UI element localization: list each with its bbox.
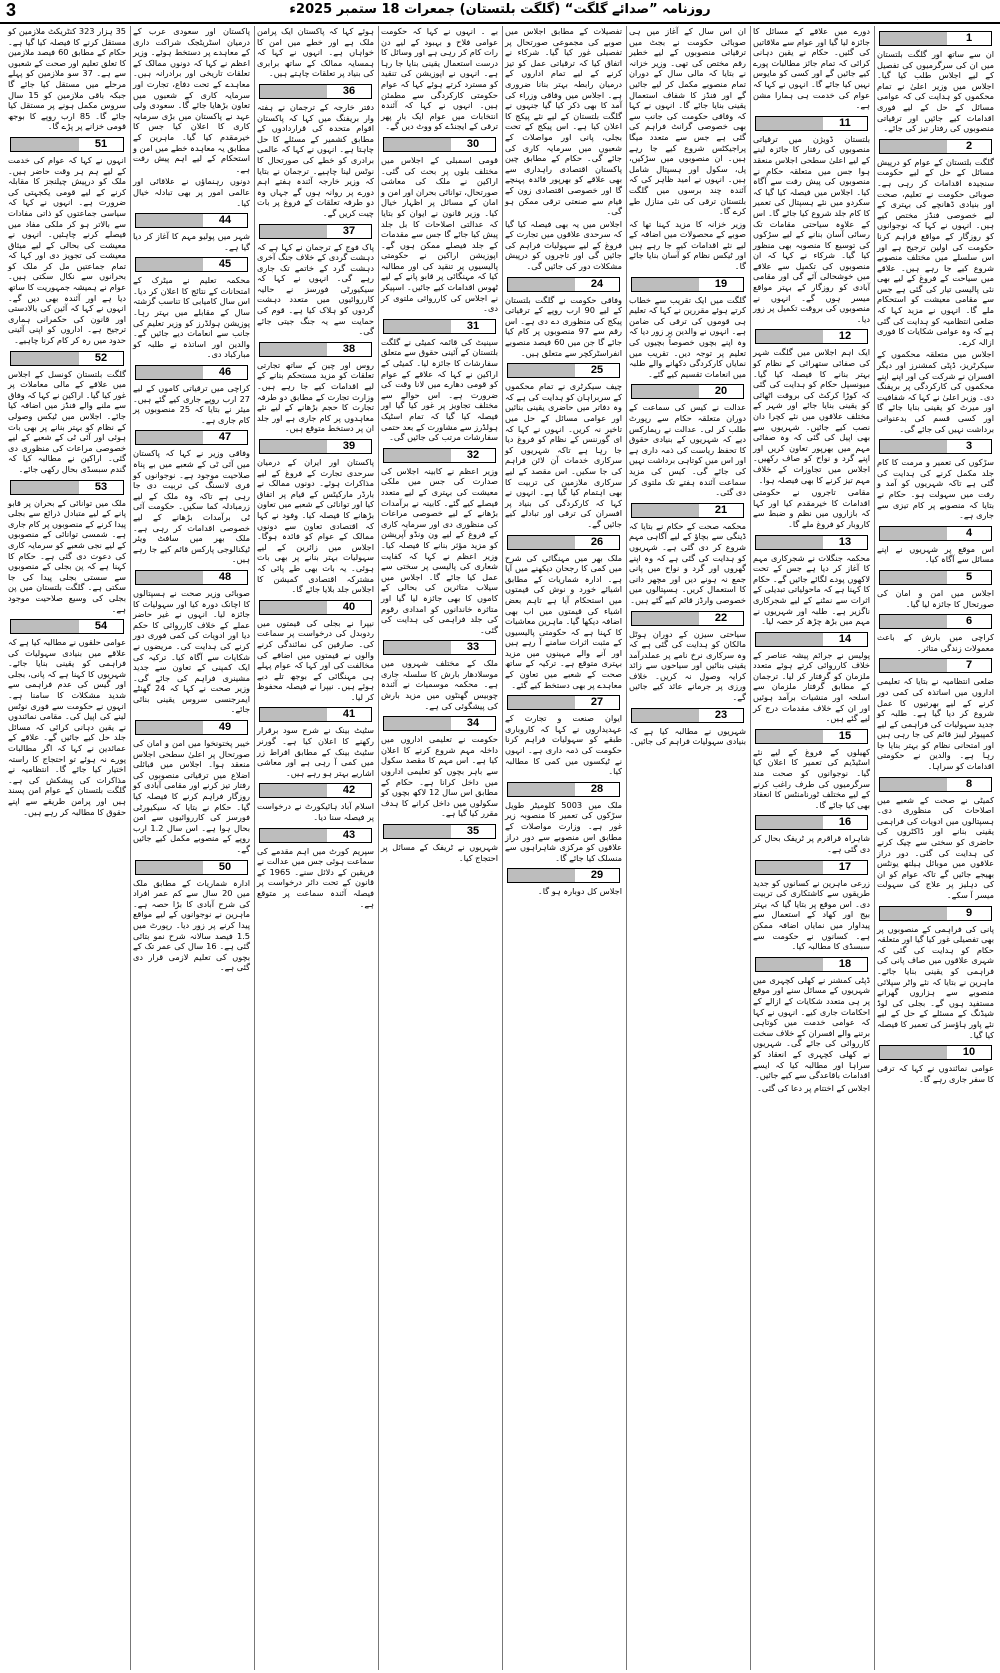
news-paragraph: کراچی میں ترقیاتی کاموں کے لیے 27 ارب روپے جاری کیے گئے ہیں۔ میئر نے بتایا کہ 25 منصوبوں پر کام جاری ہے۔	[133, 383, 250, 425]
news-paragraph: زرعی ماہرین نے کسانوں کو جدید طریقوں سے کاشتکاری کی تربیت دی۔ اس موقع پر بتایا گیا کہ بہتر بیج اور کھاد کے استعمال سے پیداوار میں نمایاں اضافہ ممکن ہے۔ کسانوں نے حکومت سے سبسڈی کا مطالبہ کیا۔	[753, 877, 870, 952]
story-number-box	[383, 137, 496, 152]
story-number-box	[383, 448, 496, 463]
news-paragraph: عوامی حلقوں نے مطالبہ کیا ہے کہ علاقے میں بنیادی سہولیات کی فراہمی کو یقینی بنایا جائے۔ شہریوں کا کہنا ہے کہ پانی، بجلی اور گیس کی عدم فراہمی سے شدید مشکلات کا سامنا ہے۔ انہوں نے حکومت سے فوری نوٹس لینے کی اپیل کی۔ مقامی نمائندوں نے یقین دہانی کرائی کہ مسائل جلد حل کیے جائیں گے۔ علاقے کے عمائدین نے کہا کہ اگر مطالبات پورے نہ ہوئے تو احتجاج کا راستہ اختیار کیا جائے گا۔ انتظامیہ نے مذاکرات کی پیشکش کی ہے۔ گلگت بلتستان کے عوام امن پسند ہیں اور پرامن طریقے سے اپنے حقوق کا مطالبہ کر رہے ہیں۔	[8, 637, 126, 817]
story-number: 8	[947, 778, 991, 791]
story-number-box	[10, 351, 124, 366]
news-paragraph: عوامی نمائندوں نے کہا کہ ترقی کا سفر جاری رہے گا۔	[877, 1063, 994, 1084]
story-number-bar	[260, 829, 327, 842]
news-paragraph: تفصیلات کے مطابق اجلاس میں صوبے کی مجموعی صورتحال پر تفصیلی غور کیا گیا۔ شرکاء نے اتفاق کیا کہ ترقیاتی عمل کو تیز کرنے کے لیے تمام اداروں کے درمیان رابطہ بہتر بنانا ضروری ہے۔ اجلاس میں وفاقی وزراء کی آمد کا بھی ذکر کیا گیا جنہوں نے گلگت بلتستان کے لیے نئے پیکج کا اعلان کیا ہے۔ اس پیکج کے تحت بجلی، پانی اور مواصلات کے شعبوں میں سرمایہ کاری کی جائے گی۔ حکام کے مطابق چین پاکستان اقتصادی راہداری سے بھی علاقے کو بھرپور فائدہ پہنچے گا اور خصوصی اقتصادی زون کے قیام سے صنعتی ترقی ممکن ہو گی۔	[505, 26, 622, 217]
news-paragraph: ان اس سال کے آغاز میں ہی صوبائی حکومت نے بجٹ میں ترقیاتی منصوبوں کے لیے خطیر رقم مختص کی تھی۔ وزیر خزانہ نے بتایا کہ مالی سال کے دوران تمام منصوبے مکمل کر لیے جائیں گے اور فنڈز کا شفاف استعمال یقینی بنایا جائے گا۔ انہوں نے کہا کہ وفاقی حکومت کی جانب سے بھی خصوصی گرانٹ فراہم کی گئی ہے جس سے متعدد میگا پراجیکٹس شروع کیے جا رہے ہیں۔ ان منصوبوں میں سڑکیں، پل، سکول اور ہسپتال شامل ہیں۔ انہوں نے امید ظاہر کی کہ آئندہ چند برسوں میں گلگت بلتستان ترقی کی نئی منازل طے کرے گا۔	[629, 26, 746, 217]
story-number-box	[879, 1045, 992, 1060]
story-number: 12	[823, 330, 867, 343]
news-paragraph: روس اور چین کے ساتھ تجارتی تعلقات کو مزید مستحکم بنانے کے لیے اقدامات کیے جا رہے ہیں۔ وزارت تجارت کے مطابق دو طرفہ تجارت کا حجم بڑھانے کے لیے نئے معاہدوں پر کام جاری ہے اور جلد ان پر دستخط متوقع ہیں۔	[257, 359, 374, 434]
story-number-bar	[260, 440, 327, 453]
story-number: 10	[947, 1046, 991, 1059]
news-paragraph: خیبر پختونخوا میں امن و امان کی صورتحال پر اعلیٰ سطحی اجلاس منعقد ہوا۔ اجلاس میں قبائلی اضلاع میں ترقیاتی منصوبوں کی رفتار تیز کرنے اور مقامی آبادی کو روزگار فراہم کرنے کا فیصلہ کیا گیا۔ حکام نے بتایا کہ سیکیورٹی فورسز کی کارروائیوں سے امن بحال ہوا ہے۔ اس سال 1.2 ارب روپے کے منصوبے مکمل کیے جائیں گے۔	[133, 738, 250, 854]
story-number-bar	[880, 778, 947, 791]
story-number-box	[879, 139, 992, 154]
story-number-box	[259, 600, 372, 615]
story-number-box	[259, 224, 372, 239]
story-number-bar	[384, 641, 451, 654]
story-number-bar	[756, 861, 823, 874]
news-paragraph: ملک میں توانائی کے بحران پر قابو پانے کے لیے متبادل ذرائع سے بجلی پیدا کرنے کے منصوبوں پر کام جاری ہے۔ شمسی توانائی کے منصوبوں کے لیے نجی شعبے کو سرمایہ کاری کی دعوت دی گئی ہے۔ حکام کا کہنا ہے کہ پن بجلی کے منصوبوں سے سستی بجلی پیدا کی جا سکتی ہے۔ گلگت بلتستان میں پن بجلی کی وسیع صلاحیت موجود ہے۔	[7, 497, 126, 614]
story-number-bar	[260, 708, 327, 721]
story-number-box	[507, 695, 620, 710]
news-column	[378, 26, 500, 1670]
story-number-bar	[508, 278, 575, 291]
news-paragraph: سینیٹ کی قائمہ کمیٹی نے گلگت بلتستان کے آئینی حقوق سے متعلق سفارشات کا جائزہ لیا۔ کمیٹی کے اراکین نے کہا کہ علاقے کے عوام کو قومی دھارے میں لانا وقت کی ضرورت ہے۔ اس حوالے سے مختلف تجاویز پر غور کیا گیا اور فیصلہ کیا گیا کہ تمام اسٹیک ہولڈرز سے مشاورت کے بعد حتمی سفارشات مرتب کی جائیں گی۔	[381, 336, 498, 443]
news-paragraph: وفاقی وزیر نے کہا کہ پاکستان میں آئی ٹی کے شعبے میں بے پناہ صلاحیت موجود ہے۔ نوجوانوں کو فری لانسنگ کی تربیت دی جا رہی ہے تاکہ وہ ملک کے لیے زرمبادلہ کما سکیں۔ حکومت آئی ٹی برآمدات بڑھانے کے لیے خصوصی اقدامات کر رہی ہے۔ ملک بھر میں سافٹ ویئر ٹیکنالوجی پارکس قائم کیے جا رہے ہیں۔	[133, 448, 250, 565]
story-number-bar	[880, 1046, 947, 1059]
story-number-bar	[260, 225, 327, 238]
news-paragraph: اجلاس کے اختتام پر دعا کی گئی۔	[757, 1082, 870, 1093]
news-paragraph: ایوان صنعت و تجارت کے عہدیداروں نے کہا کہ کاروباری طبقے کو سہولیات فراہم کرنا حکومت کی ذمہ داری ہے۔ انہوں نے ٹیکسوں میں کمی کا مطالبہ کیا۔	[505, 713, 622, 777]
news-paragraph: وفاقی حکومت نے گلگت بلتستان کے لیے 90 ارب روپے کے ترقیاتی پیکج کی منظوری دے دی ہے۔ اس رقم سے 97 منصوبوں پر کام کیا جائے گا جن میں 60 فیصد منصوبے انفراسٹرکچر سے متعلق ہیں۔	[505, 294, 622, 358]
story-number-box	[507, 868, 620, 883]
story-number: 50	[203, 861, 247, 874]
news-paragraph: ایک اہم اجلاس میں گلگت شہر کی صفائی ستھرائی کے نظام کو بہتر بنانے کا فیصلہ کیا گیا۔ میونسپل حکام کو ہدایت کی گئی کہ کوڑا کرکٹ کی بروقت اٹھائی کو یقینی بنایا جائے اور شہر کے مختلف علاقوں میں نئے کچرا دان نصب کیے جائیں۔ شہریوں سے بھی اپیل کی گئی کہ وہ صفائی مہم میں بھرپور تعاون کریں اور اپنے گرد و نواح کو صاف رکھیں۔ اجلاس میں تجاوزات کے خلاف مہم تیز کرنے کا بھی فیصلہ ہوا۔	[753, 347, 870, 485]
story-number: 40	[327, 601, 371, 614]
story-number: 36	[327, 85, 371, 98]
story-number: 9	[947, 907, 991, 920]
story-number-bar	[880, 440, 947, 453]
story-number: 39	[327, 440, 371, 453]
news-paragraph: گلگت بلتستان کے عوام کو درپیش مسائل کے حل کے لیے حکومت سنجیدہ اقدامات کر رہی ہے۔ صوبائی حکومت نے تعلیم، صحت اور بنیادی ڈھانچے کی بہتری کے لیے خصوصی فنڈز مختص کیے ہیں۔ انہوں نے کہا کہ نوجوانوں کو روزگار کے مواقع فراہم کرنا حکومت کی اولین ترجیح ہے اور اس سلسلے میں مختلف منصوبے شروع کیے جا رہے ہیں۔ علاقے میں سیاحت کے فروغ کے لیے بھی نئی پالیسی تیار کی گئی ہے جس سے مقامی معیشت کو استحکام ملے گا۔ انہوں نے مزید کہا کہ ضلعی انتظامیہ کو ہدایت کی گئی ہے کہ وہ عوامی شکایات کا فوری ازالہ کرے۔	[877, 156, 994, 347]
story-number-box	[879, 31, 992, 46]
news-paragraph: اسلام آباد ہائیکورٹ نے درخواست پر فیصلہ سنا دیا۔	[257, 801, 374, 823]
story-number: 7	[947, 659, 991, 672]
story-number-bar	[136, 214, 203, 227]
story-number: 42	[327, 784, 371, 797]
story-number: 19	[699, 278, 743, 291]
story-number-box	[631, 384, 744, 399]
story-number: 21	[699, 504, 743, 517]
story-number-box	[755, 329, 868, 344]
story-number-bar	[508, 783, 575, 796]
story-number-box	[135, 365, 248, 380]
story-number-bar	[756, 330, 823, 343]
story-number-box	[755, 860, 868, 875]
story-number-box	[135, 860, 248, 875]
news-paragraph: صوبائی وزیر صحت نے ہسپتالوں کا اچانک دورہ کیا اور سہولیات کا جائزہ لیا۔ انہوں نے غیر حاضر عملے کے خلاف کارروائی کا حکم دیا اور ادویات کی کمی فوری دور کرنے کی ہدایت کی۔ مریضوں نے شکایات سے آگاہ کیا۔ ترکیہ کی ایک کمپنی کے تعاون سے جدید مشینری فراہم کی جائے گی۔ وزیر صحت نے کہا کہ 24 گھنٹے ایمرجنسی سروس یقینی بنائی جائے۔	[133, 587, 250, 715]
news-paragraph: ضلعی انتظامیہ نے بتایا کہ تعلیمی اداروں میں اساتذہ کی کمی دور کرنے کے لیے بھرتیوں کا عمل شروع کر دیا گیا ہے۔ طلبہ کو جدید سہولیات کی فراہمی کے لیے کمپیوٹر لیبز قائم کی جا رہی ہیں اور امتحانی نظام کو بہتر بنایا جا رہا ہے۔ والدین نے حکومتی اقدامات کو سراہا۔	[877, 676, 994, 772]
story-number-bar	[880, 907, 947, 920]
news-paragraph: سڑکوں کی تعمیر و مرمت کا کام جلد مکمل کرنے کی ہدایت کی گئی ہے تاکہ شہریوں کو آمد و رفت میں سہولت ہو۔ حکام نے بتایا کہ منصوبے پر کام تیزی سے جاری ہے۔	[877, 457, 994, 521]
story-number-box	[383, 824, 496, 839]
story-number: 46	[203, 366, 247, 379]
news-paragraph: کراچی میں بارش کے باعث معمولات زندگی متاثر۔	[877, 632, 994, 653]
story-number-box	[10, 480, 124, 495]
story-number: 30	[451, 138, 495, 151]
news-column	[626, 26, 748, 1670]
story-number: 53	[79, 481, 123, 494]
story-number: 43	[327, 829, 371, 842]
story-number-bar	[384, 717, 451, 730]
news-paragraph: ملک میں 5003 کلومیٹر طویل سڑکوں کی تعمیر کا منصوبہ زیر غور ہے۔ وزارت مواصلات کے مطابق اس منصوبے سے دور دراز علاقوں کو مرکزی شاہراہوں سے منسلک کیا جائے گا۔	[505, 799, 622, 863]
story-number-bar	[384, 825, 451, 838]
story-number-box	[755, 535, 868, 550]
story-number-box	[259, 439, 372, 454]
story-number-box	[507, 782, 620, 797]
story-number: 41	[327, 708, 371, 721]
story-number-bar	[880, 32, 947, 45]
story-number: 23	[699, 709, 743, 722]
news-paragraph: محکمہ صحت کے حکام نے بتایا کہ ڈینگی سے بچاؤ کے لیے آگاہی مہم شروع کر دی گئی ہے۔ شہریوں کو ہدایت کی گئی ہے کہ وہ اپنے گھروں اور گرد و نواح میں پانی جمع نہ ہونے دیں اور مچھر دانی کا استعمال کریں۔ ہسپتالوں میں خصوصی وارڈز قائم کیے گئے ہیں۔	[629, 520, 746, 605]
news-paragraph: وزیر خزانہ کا مزید کہنا تھا کہ صوبے کے محصولات میں اضافہ کے لیے نئے اقدامات کیے جا رہے ہیں اور ٹیکس نظام کو آسان بنایا جائے گا۔	[629, 218, 746, 272]
story-number-bar	[384, 138, 451, 151]
story-number-box	[259, 828, 372, 843]
news-paragraph: وزیر اعظم نے کابینہ اجلاس کی صدارت کی جس میں ملکی معیشت کی بہتری کے لیے متعدد فیصلے کیے گئے۔ کابینہ نے برآمدات بڑھانے کے لیے خصوصی مراعات کی منظوری دی اور سرمایہ کاری کے فروغ کے لیے ون ونڈو آپریشن کو مزید مؤثر بنانے کا فیصلہ کیا۔ وزیر اعظم نے کہا کہ کفایت شعاری کی پالیسی پر سختی سے عمل کیا جائے گا۔ اجلاس میں سیلاب متاثرین کی بحالی کے کاموں کا بھی جائزہ لیا گیا اور متاثرہ خاندانوں کو امدادی رقوم کی جلد فراہمی کی ہدایت کی گئی۔	[381, 465, 498, 635]
news-paragraph: شاہراہ قراقرم پر ٹریفک بحال کر دی گئی ہے۔	[753, 833, 870, 854]
news-paragraph: دونوں رہنماؤں نے علاقائی اور عالمی امور پر بھی تبادلہ خیال کیا۔	[133, 176, 250, 208]
story-number: 29	[575, 869, 619, 882]
news-paragraph: شہریوں نے ٹریفک کے مسائل پر احتجاج کیا۔	[381, 842, 498, 863]
masthead-title: روزنامہ ”صدائے گلگت“ (گلگت بلتستان) جمعرات 18 ستمبر 2025ء	[289, 2, 711, 17]
story-number-bar	[384, 320, 451, 333]
news-paragraph: عدالت نے کیس کی سماعت کے دوران متعلقہ حکام سے رپورٹ طلب کر لی۔ عدالت نے ریمارکس دیے کہ شہریوں کے بنیادی حقوق کا تحفظ ریاست کی ذمہ داری ہے اور اس میں کوتاہی برداشت نہیں کی جائے گی۔ کیس کی مزید سماعت آئندہ ہفتے تک ملتوی کر دی گئی۔	[629, 402, 746, 498]
story-number: 3	[947, 440, 991, 453]
story-number: 18	[823, 958, 867, 971]
news-paragraph: انہوں نے کہا کہ عوام کی خدمت کے لیے ہم ہر وقت حاضر ہیں۔ ملک کو درپیش چیلنجز کا مقابلہ کرنے کے لیے قومی یکجہتی کی ضرورت ہے۔ انہوں نے کہا کہ سیاسی جماعتوں کو ذاتی مفادات سے بالاتر ہو کر ملکی مفاد میں فیصلے کرنے چاہئیں۔ انہوں نے معیشت کی بحالی کے لیے میثاق معیشت کی تجویز دی اور کہا کہ تمام جماعتیں مل کر ملک کو بحرانوں سے نکال سکتی ہیں۔ عوام نے ہمیشہ جمہوریت کا ساتھ دیا ہے اور آئندہ بھی دیں گے۔ انہوں نے کہا کہ آئین کی بالادستی اور قانون کی حکمرانی ہماری ترجیح ہے۔ اداروں کو اپنی آئینی حدود میں رہ کر کام کرنا چاہیے۔	[8, 154, 126, 346]
story-number-bar	[508, 364, 575, 377]
story-number-bar	[880, 659, 947, 672]
story-number-box	[135, 720, 248, 735]
news-column	[6, 26, 128, 1670]
news-paragraph: سیاحتی سیزن کے دوران ہوٹل مالکان کو ہدایت کی گئی ہے کہ وہ سرکاری نرخ نامے پر عملدرآمد یقینی بنائیں اور سیاحوں سے زائد کرایہ وصول نہ کریں۔ خلاف ورزی پر جرمانے عائد کیے جائیں گے۔	[629, 628, 746, 703]
story-number-box	[879, 526, 992, 541]
news-paragraph: گلگت بلتستان کونسل کے اجلاس میں علاقے کے مالی معاملات پر غور کیا گیا۔ اراکین نے کہا کہ وفاق سے ملنے والے فنڈز میں اضافہ کیا جائے۔ اجلاس میں ٹیکس وصولی کے نظام کو بہتر بنانے پر بھی بات ہوئی اور آئی ٹی کے شعبے کے لیے خصوصی مراعات کی منظوری دی گئی۔ اراکین نے مطالبہ کیا کہ گندم سبسڈی بحال رکھی جائے۔	[8, 368, 126, 474]
story-number: 20	[699, 385, 743, 398]
story-number: 14	[823, 633, 867, 646]
story-number: 45	[203, 258, 247, 271]
news-paragraph: اس موقع پر شہریوں نے اپنے مسائل سے آگاہ کیا۔	[877, 543, 994, 565]
story-number-box	[879, 439, 992, 454]
news-paragraph: ڈپٹی کمشنر نے کھلی کچہری میں شہریوں کے مسائل سنے اور موقع پر ہی متعدد شکایات کے ازالے کے احکامات جاری کیے۔ انہوں نے کہا کہ عوامی خدمت میں کوتاہی برتنے والے افسران کے خلاف سخت کارروائی کی جائے گی۔ شہریوں نے کھلی کچہری کے انعقاد کو سراہا اور مطالبہ کیا کہ ایسے اقدامات باقاعدگی سے کیے جائیں۔	[753, 974, 870, 1081]
story-number-box	[879, 906, 992, 921]
story-number: 15	[823, 730, 867, 743]
story-number-box	[631, 708, 744, 723]
news-paragraph: پانی کی فراہمی کے منصوبوں پر بھی تفصیلی غور کیا گیا اور متعلقہ حکام کو ہدایت کی گئی کہ شہری علاقوں میں صاف پانی کی فراہمی کو یقینی بنایا جائے۔ ماہرین نے بتایا کہ نئے واٹر سپلائی منصوبے سے ہزاروں گھرانے مستفید ہوں گے۔ بجلی کی لوڈ شیڈنگ کے مسئلے کے حل کے لیے نئے پاور ہاؤسز کی تعمیر کا فیصلہ کیا گیا۔	[877, 923, 994, 1040]
story-number: 16	[823, 816, 867, 829]
story-number-box	[631, 277, 744, 292]
story-number: 4	[947, 527, 991, 540]
story-number-bar	[880, 140, 947, 153]
news-paragraph: ان سے ساتھ اور گلگت بلتستان میں ان کی سرگرمیوں کی تفصیل کے لیے اجلاس طلب کیا گیا۔ اجلاس میں وزیر اعلیٰ نے تمام محکموں کو ہدایت کی کہ عوامی مسائل کے حل کے لیے فوری اقدامات کیے جائیں اور ترقیاتی منصوبوں کی رفتار تیز کی جائے۔	[877, 49, 994, 134]
story-number-box	[507, 363, 620, 378]
story-number-box	[507, 535, 620, 550]
news-paragraph: پاک فوج کے ترجمان نے کہا ہے کہ دہشت گردی کے خلاف جنگ آخری دہشت گرد کے خاتمے تک جاری رہے گی۔ انہوں نے کہا کہ سیکیورٹی فورسز نے حالیہ کارروائیوں میں متعدد دہشت گردوں کو ہلاک کیا ہے۔ قوم کی حمایت سے یہ جنگ جیتی جائے گی۔	[257, 241, 374, 337]
news-column	[130, 26, 252, 1670]
story-number-box	[259, 84, 372, 99]
story-number-box	[383, 640, 496, 655]
story-number: 13	[823, 536, 867, 549]
news-paragraph: محکمہ تعلیم نے میٹرک کے امتحانات کے نتائج کا اعلان کر دیا۔ اس سال کامیابی کا تناسب گزشتہ سال کے مقابلے میں بہتر رہا۔ پوزیشن ہولڈرز کو وزیر تعلیم کی جانب سے انعامات دیے جائیں گے۔ والدین اور اساتذہ نے طلبہ کو مبارکباد دی۔	[133, 275, 250, 360]
story-number-box	[879, 658, 992, 673]
news-column	[750, 26, 872, 1670]
story-number-box	[259, 783, 372, 798]
story-number-box	[755, 729, 868, 744]
page-header	[0, 0, 1000, 24]
story-number-bar	[260, 343, 327, 356]
news-paragraph: ادارہ شماریات کے مطابق ملک میں 20 سال سے کم عمر افراد کی شرح آبادی کا بڑا حصہ ہے۔ ماہرین نے نوجوانوں کے لیے مواقع پیدا کرنے پر زور دیا۔ رپورٹ میں 1.5 فیصد سالانہ شرح نمو بتائی گئی ہے۔ 16 سال کی عمر تک کے بچوں کی تعلیم لازمی قرار دی گئی ہے۔	[133, 877, 250, 973]
news-paragraph: پاکستان اور ایران کے درمیان سرحدی تجارت کے فروغ کے لیے مذاکرات ہوئے۔ دونوں ممالک نے بارڈر مارکیٹس کے قیام پر اتفاق کیا اور توانائی کے شعبے میں تعاون بڑھانے کا فیصلہ کیا۔ وفود نے کہا کہ اقتصادی تعاون سے دونوں ممالک کے عوام کو فائدہ ہوگا۔ اجلاس میں زائرین کے لیے سہولیات بہتر بنانے پر بھی بات ہوئی۔ یہ بات بھی طے پائی کہ مشترکہ اقتصادی کمیشن کا اجلاس جلد بلایا جائے گا۔	[257, 457, 374, 595]
story-number-bar	[260, 784, 327, 797]
story-number: 51	[79, 138, 123, 151]
news-paragraph: شہر میں پولیو مہم کا آغاز کر دیا گیا ہے۔	[133, 231, 250, 252]
story-number-box	[135, 570, 248, 585]
story-number: 47	[203, 431, 247, 444]
story-number: 52	[79, 352, 123, 365]
story-number-bar	[260, 85, 327, 98]
story-number-box	[259, 707, 372, 722]
story-number-bar	[508, 536, 575, 549]
story-number-bar	[260, 601, 327, 614]
news-paragraph: حکومت نے تعلیمی اداروں میں داخلہ مہم شروع کرنے کا اعلان کیا ہے۔ اس مہم کا مقصد سکول سے باہر بچوں کو تعلیمی اداروں میں داخل کرانا ہے۔ حکام کے مطابق اس سال 12 لاکھ بچوں کو سکولوں میں داخل کرانے کا ہدف مقرر کیا گیا ہے۔	[381, 734, 498, 819]
story-number-bar	[136, 861, 203, 874]
news-column	[254, 26, 376, 1670]
story-number: 26	[575, 536, 619, 549]
story-number-box	[135, 257, 248, 272]
news-paragraph: کمیٹی نے صحت کے شعبے میں اصلاحات کی منظوری دی۔ ہسپتالوں میں ادویات کی فراہمی یقینی بنانے اور ڈاکٹروں کی حاضری کو سختی سے چیک کرنے کی ہدایت کی گئی۔ دور دراز علاقوں میں موبائل ہیلتھ یونٹس بھیجے جائیں گے تاکہ عوام کو ان کی دہلیز پر علاج کی سہولت میسر آ سکے۔	[877, 794, 994, 900]
story-number-bar	[756, 117, 823, 130]
story-number-bar	[508, 696, 575, 709]
news-paragraph: 35 ہزار 323 کنٹریکٹ ملازمین کو مستقل کرنے کا فیصلہ کیا گیا ہے۔ حکام کے مطابق 60 فیصد ملازمین کا تعلق تعلیم اور صحت کے شعبوں سے ہے۔ 37 سو ملازمین کو پہلے مرحلے میں مستقل کیا جائے گا جبکہ باقی ملازمین کو 15 سال سروس مکمل ہونے پر مستقل کیا جائے گا۔ 85 ارب روپے کا بوجھ قومی خزانے پر پڑے گا۔	[8, 26, 127, 132]
news-paragraph: گلگت میں ایک تقریب سے خطاب کرتے ہوئے مقررین نے کہا کہ تعلیم ہی قوموں کی ترقی کی ضامن ہے۔ انہوں نے والدین پر زور دیا کہ وہ اپنے بچوں خصوصاً بچیوں کی تعلیم پر توجہ دیں۔ تقریب میں نمایاں کارکردگی دکھانے والے طلبہ میں انعامات تقسیم کیے گئے۔	[629, 294, 746, 379]
story-number: 48	[203, 571, 247, 584]
story-number-box	[631, 503, 744, 518]
story-number-box	[755, 957, 868, 972]
story-number: 33	[451, 641, 495, 654]
story-number: 54	[79, 620, 123, 633]
story-number-box	[755, 116, 868, 131]
news-paragraph: سٹیٹ بینک نے شرح سود برقرار رکھنے کا اعلان کیا ہے۔ گورنر سٹیٹ بینک کے مطابق افراط زر میں کمی آ رہی ہے اور معاشی اشاریے بہتر ہو رہے ہیں۔	[257, 725, 374, 778]
news-paragraph: ہوئے کہا کہ پاکستان ایک پرامن ملک ہے اور خطے میں امن کا خواہاں ہے۔ انہوں نے کہا کہ ہمسایہ ممالک کے ساتھ برابری کی بنیاد پر تعلقات چاہتے ہیں۔	[257, 26, 374, 79]
story-number-bar	[632, 612, 699, 625]
story-number-bar	[136, 571, 203, 584]
story-number: 22	[699, 612, 743, 625]
news-paragraph: پولیس نے جرائم پیشہ عناصر کے خلاف کارروائی کرتے ہوئے متعدد ملزمان کو گرفتار کر لیا۔ ترجمان کے مطابق گرفتار ملزمان سے اسلحہ اور منشیات برآمد ہوئیں اور ان کے خلاف مقدمات درج کر لیے گئے ہیں۔	[753, 649, 870, 724]
news-paragraph: مقامی تاجروں نے حکومتی اقدامات کا خیرمقدم کیا اور کہا کہ بازاروں میں نظم و ضبط سے کاروبار کو فروغ ملے گا۔	[753, 487, 870, 529]
news-paragraph: دورے میں علاقے کے مسائل کا جائزہ لیا گیا اور عوام سے ملاقاتیں کی گئیں۔ حکام نے یقین دہانی کرائی کہ تمام جائز مطالبات پورے کیے جائیں گے اور کسی کو مایوس نہیں کیا جائے گا۔ انہوں نے کہا کہ عوام کی خدمت ہی ہمارا مشن ہے۔	[753, 26, 870, 111]
story-number-bar	[632, 385, 699, 398]
story-number-box	[135, 430, 248, 445]
news-paragraph: کھیلوں کے فروغ کے لیے نئے اسٹیڈیم کی تعمیر کا اعلان کیا گیا۔ نوجوانوں کو صحت مند سرگرمیوں کی طرف راغب کرنے کے لیے مختلف ٹورنامنٹس کا انعقاد بھی کیا جائے گا۔	[753, 746, 870, 810]
story-number: 32	[451, 449, 495, 462]
story-number-bar	[136, 258, 203, 271]
news-paragraph: قومی اسمبلی کے اجلاس میں مختلف بلوں پر بحث کی گئی۔ اراکین نے ملک کی معاشی صورتحال، توانائی بحران اور امن و امان کے مسائل پر اظہار خیال کیا۔ وزیر قانون نے ایوان کو بتایا کہ عدالتی اصلاحات کا بل جلد پیش کیا جائے گا جس سے مقدمات کے جلد فیصلے ممکن ہوں گے۔ اپوزیشن اراکین نے حکومتی پالیسیوں پر تنقید کی اور مطالبہ کیا کہ مہنگائی پر قابو پانے کے لیے ٹھوس اقدامات کیے جائیں۔ اسپیکر نے اجلاس کی کارروائی ملتوی کر دی۔	[381, 154, 498, 314]
story-number-bar	[136, 431, 203, 444]
page-number: 3	[6, 0, 17, 20]
story-number-box	[879, 777, 992, 792]
story-number-box	[879, 570, 992, 585]
story-number-box	[383, 319, 496, 334]
story-number-bar	[11, 620, 79, 633]
story-number: 34	[451, 717, 495, 730]
story-number-box	[383, 716, 496, 731]
story-number-box	[631, 611, 744, 626]
story-number-bar	[632, 504, 699, 517]
news-paragraph: محکمہ جنگلات نے شجرکاری مہم کا آغاز کر دیا ہے جس کے تحت لاکھوں پودے لگائے جائیں گے۔ حکام کا کہنا ہے کہ ماحولیاتی تبدیلی کے اثرات سے نمٹنے کے لیے شجرکاری ناگزیر ہے۔ طلبہ اور شہریوں نے مہم میں بڑھ چڑھ کر حصہ لیا۔	[753, 552, 870, 627]
story-number-bar	[11, 138, 79, 151]
news-paragraph: بے ۔ انہوں نے کہا کہ حکومت عوامی فلاح و بہبود کے لیے دن رات کام کر رہی ہے اور وسائل کا درست استعمال یقینی بنایا جا رہا ہے۔ انہوں نے اپوزیشن کی تنقید کو مسترد کرتے ہوئے کہا کہ عوام حکومتی کارکردگی سے مطمئن ہیں۔ انہوں نے کہا کہ آئندہ انتخابات میں عوام ایک بار پھر ترقی کے ایجنڈے کو ووٹ دیں گے۔	[381, 26, 498, 132]
story-number-box	[755, 632, 868, 647]
story-number: 25	[575, 364, 619, 377]
news-paragraph: ملک بھر میں مہنگائی کی شرح میں کمی کا رجحان دیکھنے میں آیا ہے۔ ادارہ شماریات کے مطابق اشیائے خورد و نوش کی قیمتوں میں استحکام آیا ہے تاہم بعض اشیاء کی قیمتوں میں اب بھی اضافہ دیکھا گیا۔ ماہرین معاشیات کا کہنا ہے کہ حکومتی پالیسیوں کے مثبت اثرات سامنے آ رہے ہیں اور آنے والے مہینوں میں مزید بہتری متوقع ہے۔ ترکیہ کے ساتھ صحت کے شعبے میں تعاون کے معاہدے پر بھی دستخط کیے گئے۔	[505, 552, 622, 690]
story-number: 27	[575, 696, 619, 709]
story-number: 2	[947, 140, 991, 153]
news-paragraph: بلتستان ڈویژن میں ترقیاتی منصوبوں کی رفتار کا جائزہ لینے کے لیے اعلیٰ سطحی اجلاس منعقد ہوا جس میں متعلقہ حکام نے منصوبوں کی پیش رفت سے آگاہ کیا۔ اجلاس میں فیصلہ کیا گیا کہ سکردو میں نئے ہسپتال کی تعمیر کا کام جلد شروع کیا جائے گا۔ اس کے علاوہ سیاحتی مقامات تک رسائی آسان بنانے کے لیے سڑکوں کی توسیع کا منصوبہ بھی منظور کیا گیا۔ شرکاء نے کہا کہ ان منصوبوں کی تکمیل سے علاقے میں خوشحالی آئے گی اور مقامی آبادی کو روزگار کے بہتر مواقع میسر ہوں گے۔ انہوں نے منصوبوں کی بروقت تکمیل پر زور دیا۔	[753, 133, 870, 324]
story-number-bar	[756, 958, 823, 971]
story-number-bar	[880, 527, 947, 540]
story-number-bar	[136, 366, 203, 379]
story-number-bar	[632, 709, 699, 722]
story-number: 6	[947, 615, 991, 628]
story-number-bar	[11, 352, 79, 365]
story-number: 28	[575, 783, 619, 796]
news-paragraph: سپریم کورٹ میں اہم مقدمے کی سماعت ہوئی جس میں عدالت نے فریقین کے دلائل سنے۔ 1965 کے قانون کے تحت دائر درخواست پر فیصلہ آئندہ سماعت پر متوقع ہے۔	[257, 845, 374, 909]
story-number-bar	[756, 633, 823, 646]
news-column	[874, 26, 996, 1670]
story-number: 38	[327, 343, 371, 356]
story-number-box	[879, 614, 992, 629]
story-number: 49	[203, 721, 247, 734]
story-number-bar	[756, 730, 823, 743]
story-number: 35	[451, 825, 495, 838]
story-number: 5	[947, 571, 991, 584]
story-number: 44	[203, 214, 247, 227]
story-number-box	[135, 213, 248, 228]
story-number-box	[10, 619, 124, 634]
story-number-bar	[384, 449, 451, 462]
story-number-box	[10, 137, 124, 152]
story-number: 24	[575, 278, 619, 291]
story-number: 17	[823, 861, 867, 874]
story-number-bar	[632, 278, 699, 291]
story-number-bar	[880, 615, 947, 628]
news-paragraph: چیف سیکرٹری نے تمام محکموں کے سربراہان کو ہدایت کی ہے کہ وہ دفاتر میں حاضری یقینی بنائیں اور عوامی مسائل کے حل میں تاخیر نہ کریں۔ انہوں نے کہا کہ ای گورننس کے نظام کو فروغ دیا جا رہا ہے تاکہ شہریوں کو سرکاری خدمات آن لائن فراہم کی جا سکیں۔ اس مقصد کے لیے سرکاری ملازمین کی تربیت کا بھی اہتمام کیا گیا ہے۔ انہوں نے کہا کہ کارکردگی کی بنیاد پر افسران کی ترقی اور تبادلے کیے جائیں گے۔	[505, 381, 622, 529]
news-paragraph: اجلاس کل دوبارہ ہو گا۔	[537, 886, 622, 897]
story-number-bar	[756, 816, 823, 829]
story-number-bar	[11, 481, 79, 494]
story-number-bar	[136, 721, 203, 734]
news-paragraph: اجلاس میں امن و امان کی صورتحال کا جائزہ لیا گیا۔	[877, 587, 994, 609]
story-number-box	[259, 342, 372, 357]
news-paragraph: پاکستان اور سعودی عرب کے درمیان اسٹریٹجک شراکت داری کے معاہدے پر دستخط ہوئے۔ وزیر اعظم نے کہا کہ دونوں ممالک کے تعلقات تاریخی اور برادرانہ ہیں۔ معاہدے کے تحت دفاع، تجارت اور سرمایہ کاری کے شعبوں میں تعاون بڑھایا جائے گا۔ سعودی ولی عہد نے پاکستان میں بڑی سرمایہ کاری کا اعلان کیا جس کا خیرمقدم کیا گیا۔ ماہرین کے مطابق یہ معاہدہ خطے میں امن و استحکام کے لیے اہم پیش رفت ہے۔	[133, 26, 250, 174]
story-number: 1	[947, 32, 991, 45]
news-column	[502, 26, 624, 1670]
news-paragraph: اجلاس میں یہ بھی فیصلہ کیا گیا کہ سرحدی علاقوں میں تجارت کے فروغ کے لیے سہولیات فراہم کی جائیں گی اور تاجروں کو درپیش مشکلات دور کی جائیں گی۔	[505, 218, 622, 272]
story-number: 31	[451, 320, 495, 333]
news-paragraph: نیپرا نے بجلی کی قیمتوں میں ردوبدل کی درخواست پر سماعت کی۔ صارفین کی نمائندگی کرنے والوں نے قیمتوں میں اضافے کی مخالفت کی اور کہا کہ عوام پہلے ہی مہنگائی کے بوجھ تلے دبے ہوئے ہیں۔ نیپرا نے فیصلہ محفوظ کر لیا۔	[257, 617, 374, 702]
news-paragraph: ملک کے مختلف شہروں میں موسلادھار بارش کا سلسلہ جاری ہے۔ محکمہ موسمیات نے آئندہ چوبیس گھنٹوں میں مزید بارش کی پیشگوئی کی ہے۔	[381, 658, 498, 711]
news-paragraph: دفتر خارجہ کے ترجمان نے ہفتہ وار بریفنگ میں کہا کہ پاکستان اقوام متحدہ کی قراردادوں کے مطابق کشمیر کے مسئلے کا حل چاہتا ہے۔ انہوں نے کہا کہ عالمی برادری کو خطے کی صورتحال کا نوٹس لینا چاہیے۔ ترجمان نے بتایا کہ وزیر خارجہ آئندہ ہفتے اہم دورے پر روانہ ہوں گے جہاں وہ دو طرفہ تعلقات کے فروغ پر بات چیت کریں گے۔	[257, 101, 374, 218]
story-number-bar	[880, 571, 947, 584]
news-paragraph: اجلاس میں متعلقہ محکموں کے سیکرٹریز، ڈپٹی کمشنرز اور دیگر افسران نے شرکت کی اور اپنے اپنے محکموں کی کارکردگی پر بریفنگ دی۔ وزیر اعلیٰ نے کہا کہ شفافیت اور میرٹ کو یقینی بنایا جائے گا اور کسی قسم کی بدعنوانی برداشت نہیں کی جائے گی۔	[877, 349, 994, 434]
story-number-bar	[508, 869, 575, 882]
story-number-box	[755, 815, 868, 830]
news-columns	[4, 26, 996, 1670]
story-number-box	[507, 277, 620, 292]
news-paragraph: شہریوں نے مطالبہ کیا ہے کہ بنیادی سہولیات فراہم کی جائیں۔	[629, 725, 746, 747]
story-number-bar	[756, 536, 823, 549]
story-number: 11	[823, 117, 867, 130]
story-number: 37	[327, 225, 371, 238]
